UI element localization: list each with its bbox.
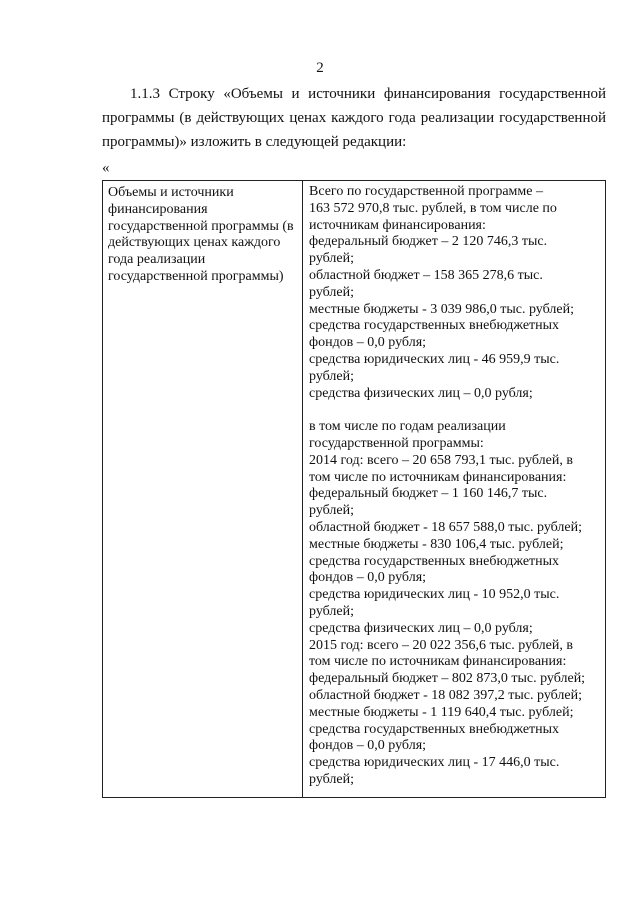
table-right-line: Всего по государственной программе –	[309, 184, 543, 199]
table-right-line: средства юридических лиц - 10 952,0 тыс.	[309, 587, 560, 603]
table-right-line: средства государственных внебюджетных	[309, 721, 560, 737]
table-right-line: фондов – 0,0 рубля;	[309, 570, 427, 586]
funding-table	[102, 180, 606, 798]
table-right-line: рублей;	[309, 368, 354, 384]
intro-paragraph: 1.1.3 Строку «Объемы и источники финансирования государственной программы (в действующих ценах каждого года реализации государственной программы)» изложить в следующей редакции:	[102, 86, 606, 150]
table-right-line: рублей;	[309, 251, 354, 267]
table-right-line: средства государственных внебюджетных	[309, 318, 560, 334]
table-right-line: 163 572 970,8 тыс. рублей, в том числе по	[309, 200, 557, 216]
table-right-line: областной бюджет - 18 082 397,2 тыс. рублей;	[309, 687, 582, 703]
table-right-line: 2014 год: всего – 20 658 793,1 тыс. рублей, в	[309, 452, 573, 468]
table-right-line: средства физических лиц – 0,0 рубля;	[309, 385, 533, 401]
table-right-line: рублей;	[309, 603, 354, 619]
table-right-line: том числе по источникам финансирования:	[309, 654, 567, 670]
table-right-line: федеральный бюджет – 2 120 746,3 тыс.	[309, 234, 548, 250]
table-right-line: областной бюджет - 18 657 588,0 тыс. рублей;	[309, 519, 582, 535]
table-right-line: источникам финансирования:	[309, 217, 486, 233]
table-right-line: местные бюджеты - 1 119 640,4 тыс. рублей;	[309, 704, 574, 720]
table-right-line: средства физических лиц – 0,0 рубля;	[309, 620, 533, 636]
table-right-line: местные бюджеты - 3 039 986,0 тыс. рублей;	[309, 301, 574, 317]
table-right-line: рублей;	[309, 503, 354, 519]
table-right-line: 2015 год: всего – 20 022 356,6 тыс. рублей, в	[309, 637, 573, 653]
table-right-line: федеральный бюджет – 802 873,0 тыс. рублей;	[309, 671, 586, 687]
table-right-line: средства юридических лиц - 46 959,9 тыс.	[309, 351, 560, 367]
table-right-line: фондов – 0,0 рубля;	[309, 335, 427, 351]
table-right-line	[309, 402, 601, 419]
table-right-line: рублей;	[309, 284, 354, 300]
page-number: 2	[316, 60, 324, 76]
table-right-line: средства юридических лиц - 17 446,0 тыс.	[309, 755, 560, 771]
table-right-line: рублей;	[309, 771, 354, 787]
table-left-cell: Объемы и источники финансирования государственной программы (в действующих ценах каждого года реализации государственной программы)	[103, 181, 303, 797]
table-right-line: областной бюджет – 158 365 278,6 тыс.	[309, 267, 543, 283]
table-right-line: в том числе по годам реализации	[309, 419, 506, 435]
table-right-line: местные бюджеты - 830 106,4 тыс. рублей;	[309, 536, 564, 552]
table-right-line: фондов – 0,0 рубля;	[309, 738, 427, 754]
opening-quote: «	[102, 160, 110, 176]
table-right-line: государственной программы:	[309, 435, 484, 451]
table-right-line: федеральный бюджет – 1 160 146,7 тыс.	[309, 486, 548, 502]
table-right-line: том числе по источникам финансирования:	[309, 469, 567, 485]
table-right-cell	[303, 181, 605, 797]
table-right-line: средства государственных внебюджетных	[309, 553, 560, 569]
